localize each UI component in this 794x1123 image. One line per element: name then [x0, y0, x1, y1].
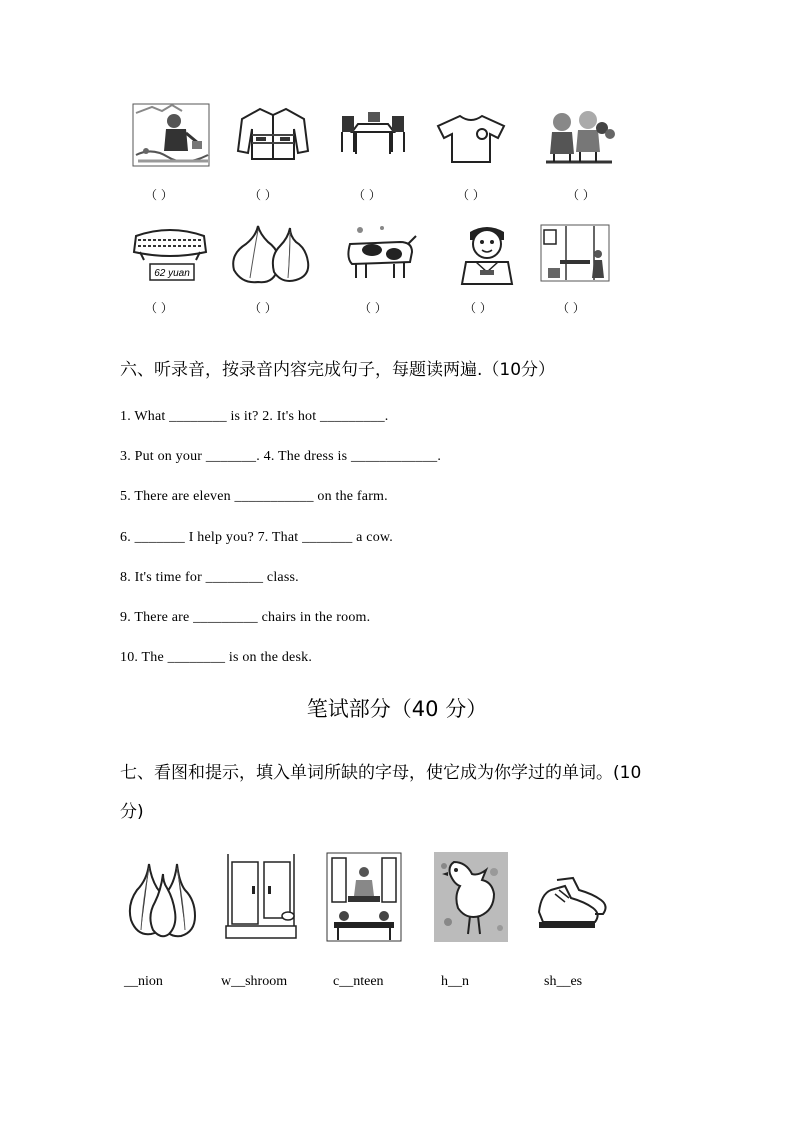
answer-paren: （ ）: [359, 301, 387, 315]
word-prompt: w__shroom: [221, 974, 288, 989]
question-line: 5. There are eleven ___________ on the farm.: [120, 489, 388, 504]
girl-planting-icon: [132, 103, 210, 167]
question-line: 8. It's time for ________ class.: [120, 570, 299, 585]
written-part-title: 笔试部分（40 分）: [306, 697, 488, 721]
cow-icon: [342, 222, 418, 282]
answer-paren: （ ）: [145, 188, 173, 202]
answer-paren: （ ）: [457, 188, 485, 202]
question-line: 9. There are _________ chairs in the room.: [120, 610, 371, 625]
boy-icon: [452, 222, 522, 286]
word-prompt: h__n: [441, 974, 469, 989]
classroom-scene-icon: [540, 224, 610, 282]
answer-paren: （ ）: [567, 188, 595, 202]
word-prompt: sh__es: [544, 974, 583, 989]
jacket-icon: [236, 105, 310, 161]
onions-icon: [127, 860, 197, 942]
section-7-heading: 七、看图和提示，填入单词所缺的字母，使它成为你学过的单词。(10: [120, 763, 642, 783]
answer-paren: （ ）: [249, 301, 277, 315]
section-7-heading-cont: 分): [120, 802, 144, 822]
word-prompt: __nion: [124, 974, 163, 989]
tshirt-icon: [434, 112, 508, 164]
sweater-icon: [130, 222, 210, 284]
hen-icon: [434, 852, 508, 942]
answer-paren: （ ）: [145, 301, 173, 315]
answer-paren: （ ）: [557, 301, 585, 315]
question-line: 1. What ________ is it? 2. It's hot _________.: [120, 409, 389, 424]
answer-paren: （ ）: [353, 188, 381, 202]
table-chairs-icon: [340, 110, 406, 158]
onions-icon: [228, 222, 312, 288]
question-line: 6. _______ I help you? 7. That _______ a cow.: [120, 530, 394, 545]
question-line: 10. The ________ is on the desk.: [120, 650, 313, 665]
price-tag-label: 62 yuan: [154, 268, 190, 279]
children-flowers-icon: [540, 106, 618, 166]
question-line: 3. Put on your _______. 4. The dress is ____________.: [120, 449, 442, 464]
word-prompt: c__nteen: [333, 974, 384, 989]
section-6-heading: 六、听录音，按录音内容完成句子，每题读两遍.（10分）: [120, 360, 556, 380]
answer-paren: （ ）: [249, 188, 277, 202]
canteen-icon: [326, 852, 402, 942]
answer-paren: （ ）: [464, 301, 492, 315]
shoes-icon: [535, 872, 609, 934]
washroom-icon: [224, 852, 298, 942]
